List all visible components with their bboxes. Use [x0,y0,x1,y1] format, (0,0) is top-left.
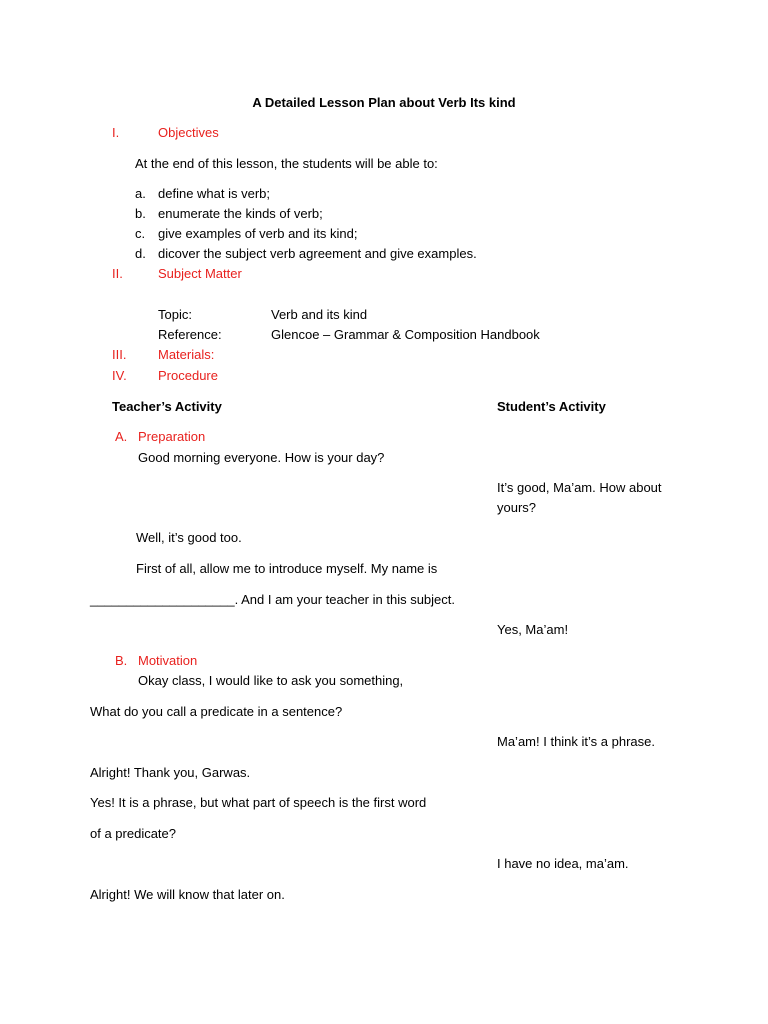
objective-marker-a: a. [135,186,146,201]
teacher-line: Okay class, I would like to ask you something, [138,673,404,688]
teacher-line: What do you call a predicate in a sentence? [90,704,343,719]
section-label-subject-matter: Subject Matter [158,266,242,281]
teacher-line: Well, it’s good too. [136,530,242,545]
objective-text-d: dicover the subject verb agreement and give examples. [158,246,477,261]
teacher-line: Alright! Thank you, Garwas. [90,765,251,780]
preparation-marker: A. [115,429,128,444]
teacher-activity-header: Teacher’s Activity [112,399,222,414]
section-number-3: III. [112,347,127,362]
page-title: A Detailed Lesson Plan about Verb Its kind [252,95,516,110]
objective-marker-b: b. [135,206,146,221]
teacher-line: Alright! We will know that later on. [90,887,285,902]
section-label-procedure: Procedure [158,368,218,383]
reference-value: Glencoe – Grammar & Composition Handbook [271,327,540,342]
teacher-line: First of all, allow me to introduce myself. My name is [136,561,438,576]
objective-text-c: give examples of verb and its kind; [158,226,358,241]
reference-label: Reference: [158,327,222,342]
section-number-1: I. [112,125,120,140]
topic-label: Topic: [158,307,192,322]
student-line: Yes, Ma’am! [497,622,569,637]
motivation-marker: B. [115,653,128,668]
teacher-line: Yes! It is a phrase, but what part of speech is the first word [90,795,427,810]
student-line: Ma’am! I think it’s a phrase. [497,734,655,749]
topic-value: Verb and its kind [271,307,368,322]
section-number-2: II. [112,266,123,281]
objectives-intro: At the end of this lesson, the students will be able to: [135,156,438,171]
student-line: It’s good, Ma’am. How about [497,480,662,495]
teacher-line: ____________________. And I am your teacher in this subject. [90,592,455,607]
student-line: yours? [497,500,537,515]
teacher-line: Good morning everyone. How is your day? [138,450,385,465]
preparation-label: Preparation [138,429,206,444]
objective-text-b: enumerate the kinds of verb; [158,206,323,221]
objective-text-a: define what is verb; [158,186,271,201]
section-label-objectives: Objectives [158,125,219,140]
teacher-line: of a predicate? [90,826,177,841]
section-label-materials: Materials: [158,347,215,362]
student-line: I have no idea, ma’am. [497,856,629,871]
student-activity-header: Student’s Activity [497,399,606,414]
objective-marker-c: c. [135,226,146,241]
motivation-label: Motivation [138,653,198,668]
section-number-4: IV. [112,368,127,383]
objective-marker-d: d. [135,246,146,261]
